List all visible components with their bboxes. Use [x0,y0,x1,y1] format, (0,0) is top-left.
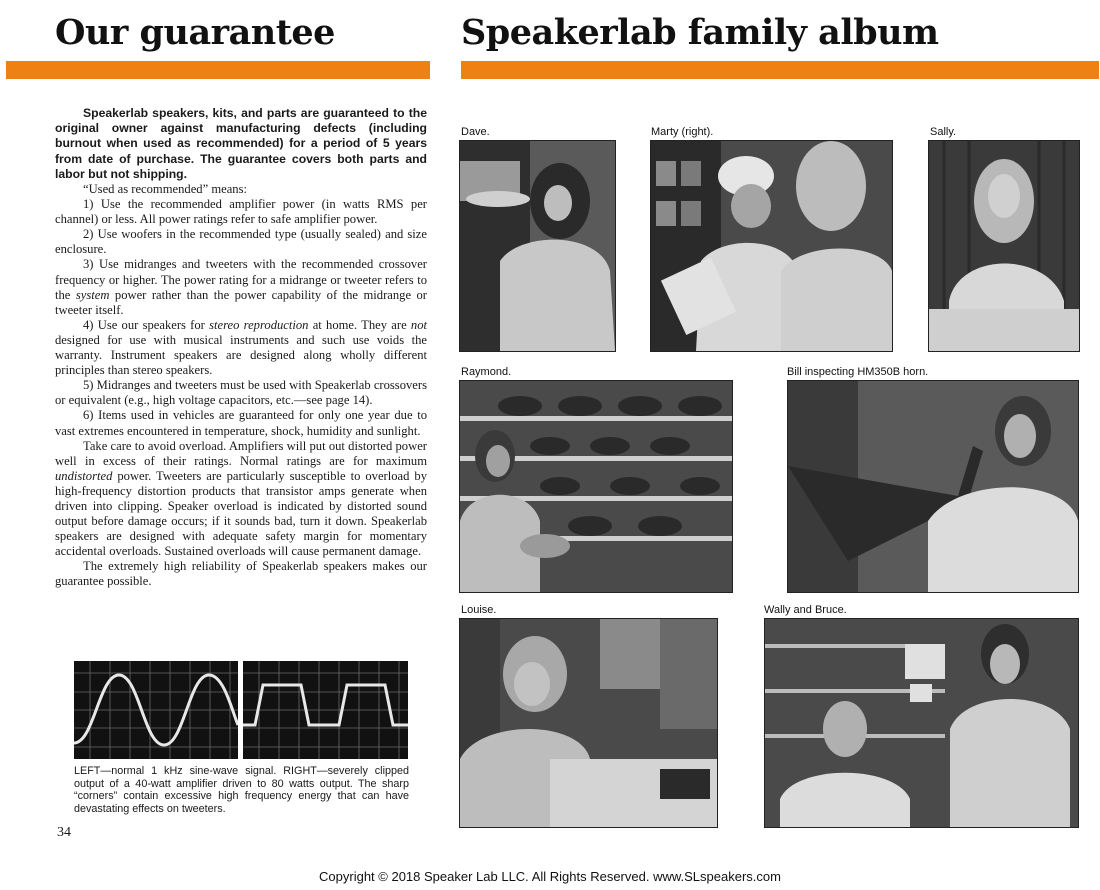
oscilloscope-caption: LEFT—normal 1 kHz sine-wave signal. RIGHT—severely clipped output of a 40-watt amplifier driven to 80 watts output. The sharp “corners” contain excessive high frequency energy that can have devastating effects on tweeters. [74,765,409,815]
guarantee-item-1: 1) Use the recommended amplifier power (in watts RMS per channel) or less. All power ratings refer to safe amplifier power. [55,197,427,227]
album-title: Speakerlab family album [461,12,939,53]
photo-dave [459,140,616,352]
used-as-heading: “Used as recommended” means: [83,182,248,197]
guarantee-item-5: 5) Midranges and tweeters must be used with Speakerlab crossovers or equivalent (e.g., high voltage capacitors, etc.—see page 14). [55,378,427,408]
guarantee-item-2: 2) Use woofers in the recommended type (usually sealed) and size enclosure. [55,227,427,257]
clipped-wave-oscilloscope-image [243,661,408,759]
photo-label-raymond: Raymond. [461,366,512,378]
photo-louise [459,618,718,828]
guarantee-item-4: 4) Use our speakers for stereo reproduction at home. They are not designed for use with musical instruments and such use voids the warranty. Instrument speakers are designed along wholly different principles than stereo speakers. [55,317,427,378]
guarantee-title: Our guarantee [55,12,335,53]
photo-bill [787,380,1079,593]
sine-wave-oscilloscope-image [74,661,238,759]
copyright-footer: Copyright © 2018 Speaker Lab LLC. All Rights Reserved. www.SLspeakers.com [319,869,781,884]
photo-raymond [459,380,733,593]
photo-sally [928,140,1080,352]
accent-bar-left [6,61,430,79]
photo-marty [650,140,893,352]
guarantee-item-3: 3) Use midranges and tweeters with the recommended crossover frequency or higher. The power rating for a midrange or tweeter refers to the system power rather than the power capability of the midrange or tweeter itself. [55,257,427,317]
photo-wally-bruce [764,618,1079,828]
overload-paragraph: Take care to avoid overload. Amplifiers will put out distorted power well in excess of their ratings. Normal ratings are for maximum undistorted power. Tweeters are particularly susceptible to overload by high-frequency distortion products that transistor amps generate when driven into clipping. Speaker overload is indicated by distorted sound output before damage occurs; if it sounds bad, turn it down. Speakerlab speakers are designed with adequate safety margin for momentary accidental overloads. Sustained overloads will cause permanent damage. [55,438,427,559]
guarantee-body [55,106,427,590]
guarantee-item-6: 6) Items used in vehicles are guaranteed for only one year due to vast extremes encountered in temperature, shock, humidity and sunlight. [55,408,427,438]
photo-label-marty: Marty (right). [651,126,714,138]
photo-label-wally-bruce: Wally and Bruce. [764,604,847,616]
photo-label-sally: Sally. [930,126,957,138]
photo-label-dave: Dave. [461,126,490,138]
photo-label-bill: Bill inspecting HM350B horn. [787,366,929,378]
guarantee-lead: Speakerlab speakers, kits, and parts are guaranteed to the original owner against manufacturing defects (including burnout when used as recommended) for a period of 5 years from date of purchase. The guarantee covers both parts and labor but not shipping. [55,106,427,181]
photo-label-louise: Louise. [461,604,497,616]
page-number: 34 [57,825,71,840]
accent-bar-right [461,61,1099,79]
closing-paragraph: The extremely high reliability of Speakerlab speakers makes our guarantee possible. [55,559,427,589]
